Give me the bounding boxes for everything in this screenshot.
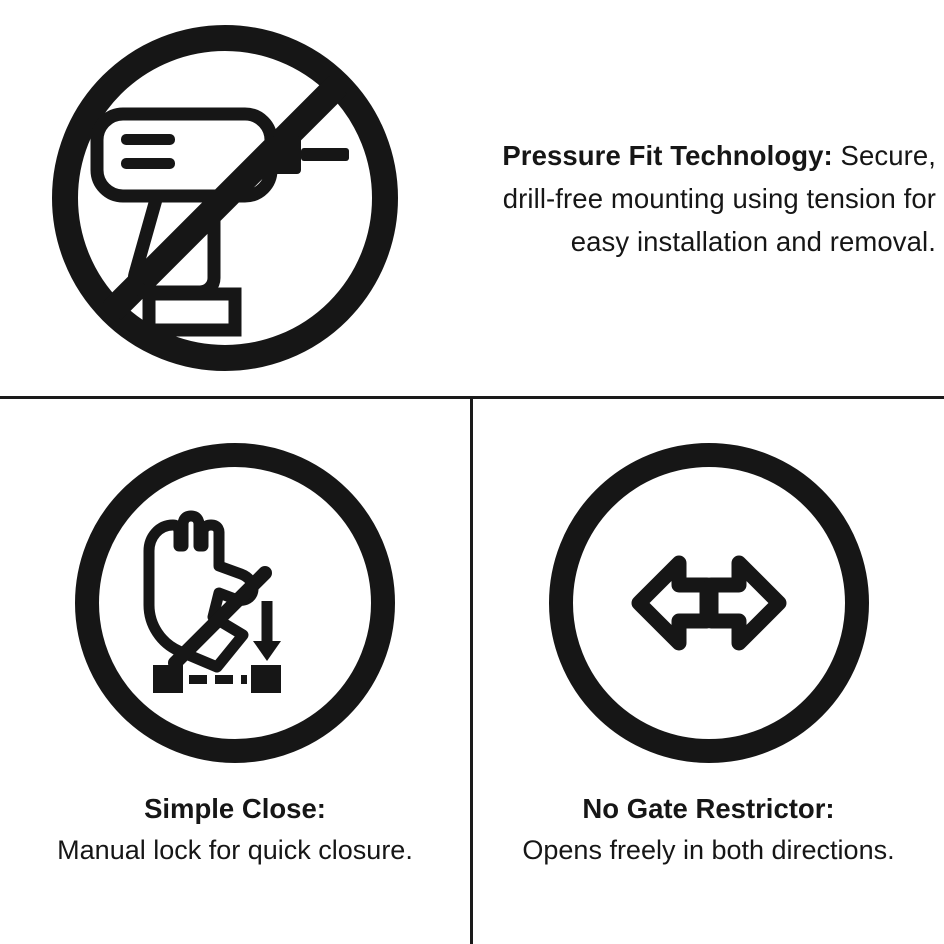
no-gate-restrictor-caption (522, 791, 894, 869)
pressure-fit-heading: Pressure Fit Technology: (502, 139, 833, 171)
no-gate-restrictor-description: Opens freely in both directions. (522, 835, 895, 865)
simple-close-title: Simple Close: (144, 793, 326, 824)
simple-close-caption (57, 791, 413, 869)
feature-panel-no-gate-restrictor (473, 399, 944, 944)
pressure-fit-description: Secure, drill-free mounting using tension for easy installation and removal. (502, 139, 936, 257)
pressure-fit-paragraph (450, 134, 936, 263)
feature-panel-pressure-fit (0, 0, 944, 396)
no-gate-restrictor-title: No Gate Restrictor: (582, 793, 835, 824)
feature-panel-simple-close (0, 399, 470, 944)
pressure-fit-text-block (450, 106, 944, 290)
simple-close-description: Manual lock for quick closure. (57, 835, 413, 865)
no-drill-icon (0, 0, 450, 396)
hand-close-gate-icon (65, 433, 405, 773)
two-way-arrows-icon (539, 433, 879, 773)
